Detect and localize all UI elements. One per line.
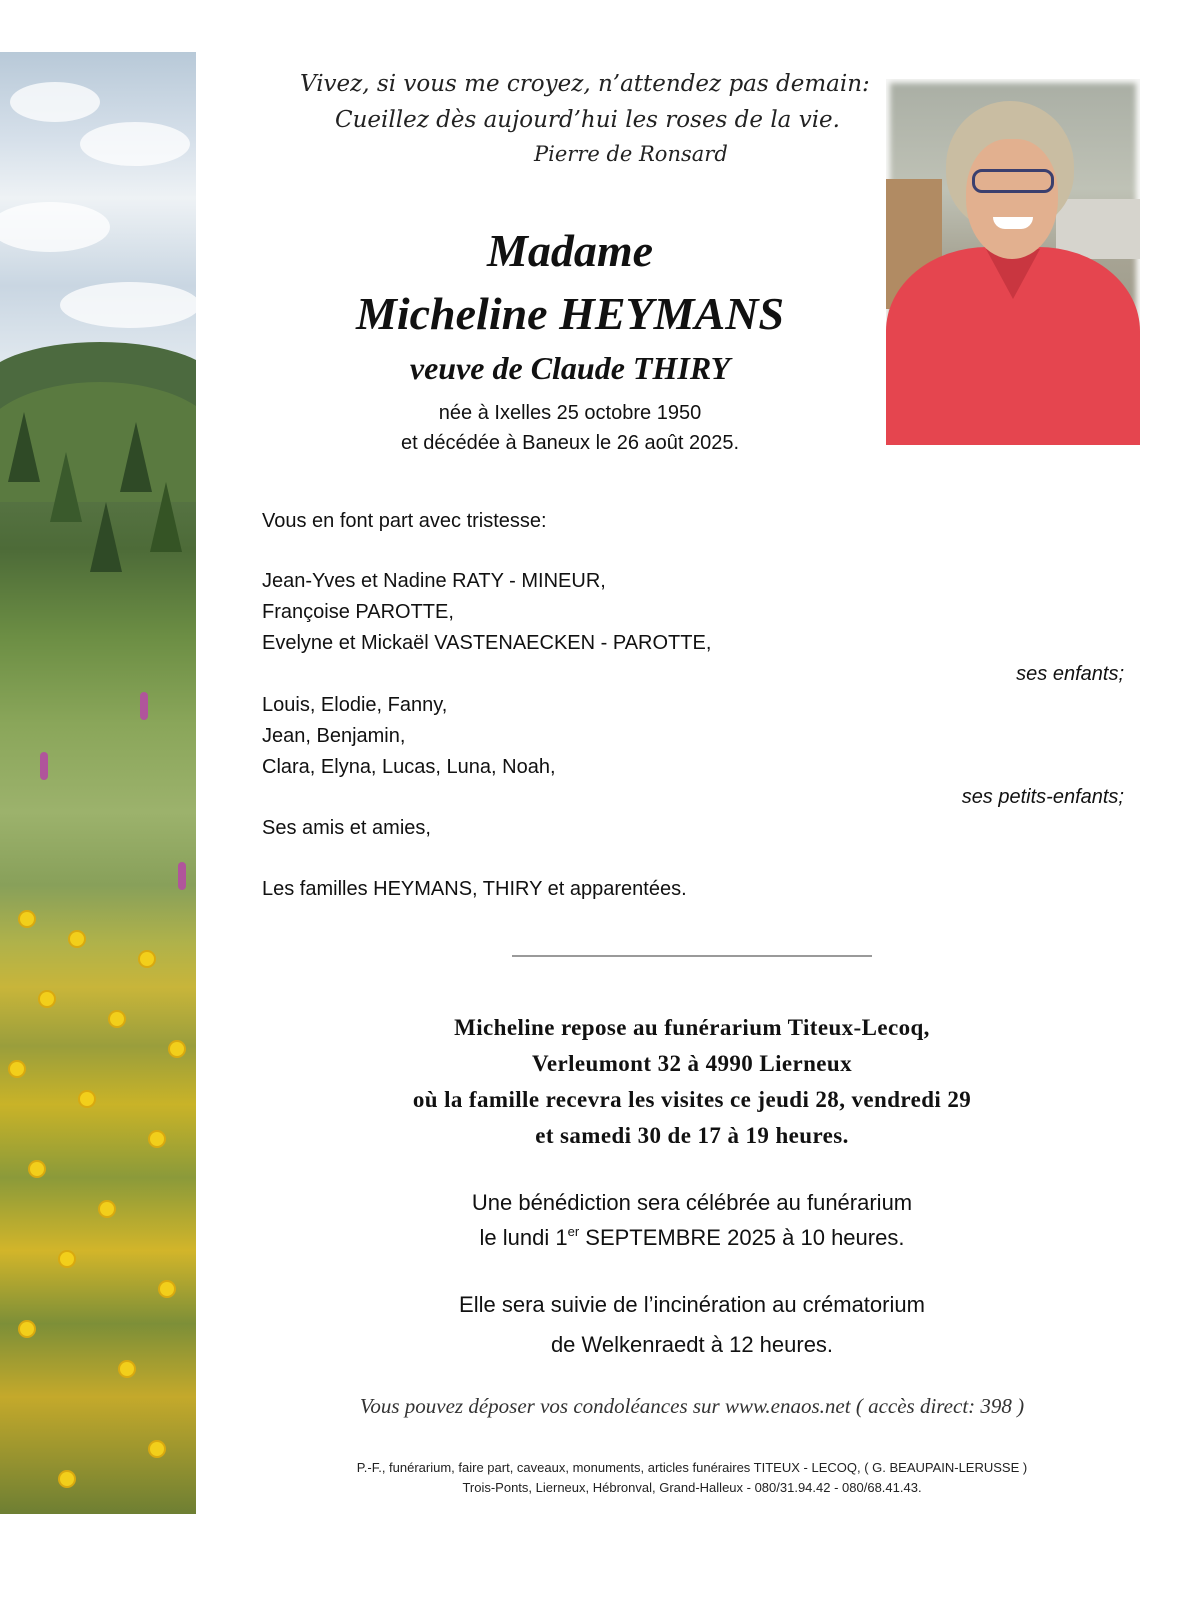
funeral-home-footer bbox=[280, 1458, 1104, 1498]
divider bbox=[512, 955, 872, 957]
visitation-line-2: Verleumont 32 à 4990 Lierneux bbox=[532, 1051, 852, 1076]
ceremony-line-2 bbox=[340, 1224, 1044, 1251]
child-line: Françoise PAROTTE, bbox=[262, 601, 454, 623]
child-line: Jean-Yves et Nadine RATY - MINEUR, bbox=[262, 570, 606, 592]
families-line: Les familles HEYMANS, THIRY et apparentées. bbox=[262, 878, 687, 900]
grandchild-line: Jean, Benjamin, bbox=[262, 725, 406, 747]
visitation-info bbox=[300, 1010, 1084, 1154]
life-dates bbox=[320, 398, 820, 458]
ceremony-date-suffix: SEPTEMBRE 2025 à 10 heures. bbox=[579, 1225, 905, 1250]
honorific: Madame bbox=[486, 225, 654, 276]
birth-line: née à Ixelles 25 octobre 1950 bbox=[438, 402, 702, 424]
ceremony-line-1: Une bénédiction sera célébrée au funérarium bbox=[471, 1190, 913, 1215]
widow-of: veuve de Claude THIRY bbox=[409, 350, 731, 386]
footer-line-2: Trois-Ponts, Lierneux, Hébronval, Grand-Halleux - 080/31.94.42 - 080/68.41.43. bbox=[462, 1480, 922, 1495]
ceremony-date-sup: er bbox=[567, 1224, 580, 1239]
footer-line-1: P.-F., funérarium, faire part, caveaux, monuments, articles funéraires TITEUX - LECOQ, ( G. BEAUPAIN-LERUSSE ) bbox=[356, 1460, 1028, 1475]
visitation-line-4: et samedi 30 de 17 à 19 heures. bbox=[535, 1123, 849, 1148]
grandchild-line: Clara, Elyna, Lucas, Luna, Noah, bbox=[262, 756, 556, 778]
grandchild-line: Louis, Elodie, Fanny, bbox=[262, 694, 448, 716]
children-label: ses enfants; bbox=[1016, 663, 1124, 685]
quote-line-2: Cueillez dès aujourd’hui les roses de la vie. bbox=[335, 107, 840, 133]
quote-line-1: Vivez, si vous me croyez, n’attendez pas demain: bbox=[300, 71, 870, 97]
announcement-intro: Vous en font part avec tristesse: bbox=[262, 510, 547, 532]
child-line: Evelyne et Mickaël VASTENAECKEN - PAROTTE, bbox=[262, 632, 712, 654]
grandchildren-label: ses petits-enfants; bbox=[961, 786, 1124, 808]
ceremony-date-prefix: le lundi 1 bbox=[479, 1225, 568, 1250]
visitation-line-1: Micheline repose au funérarium Titeux-Lecoq, bbox=[454, 1015, 930, 1040]
deceased-name: Micheline HEYMANS bbox=[355, 288, 785, 339]
cremation-line-2: de Welkenraedt à 12 heures. bbox=[550, 1332, 834, 1357]
condolences-note: Vous pouvez déposer vos condoléances sur www.enaos.net ( accès direct: 398 ) bbox=[359, 1394, 1025, 1418]
cremation-line-1: Elle sera suivie de l’incinération au crématorium bbox=[459, 1292, 925, 1317]
death-line: et décédée à Baneux le 26 août 2025. bbox=[400, 432, 740, 454]
portrait-photo bbox=[886, 79, 1140, 445]
visitation-line-3: où la famille recevra les visites ce jeudi 28, vendredi 29 bbox=[412, 1087, 972, 1112]
landscape-image bbox=[0, 52, 196, 1514]
quote-author: Pierre de Ronsard bbox=[534, 142, 728, 166]
friends-line: Ses amis et amies, bbox=[262, 817, 431, 839]
